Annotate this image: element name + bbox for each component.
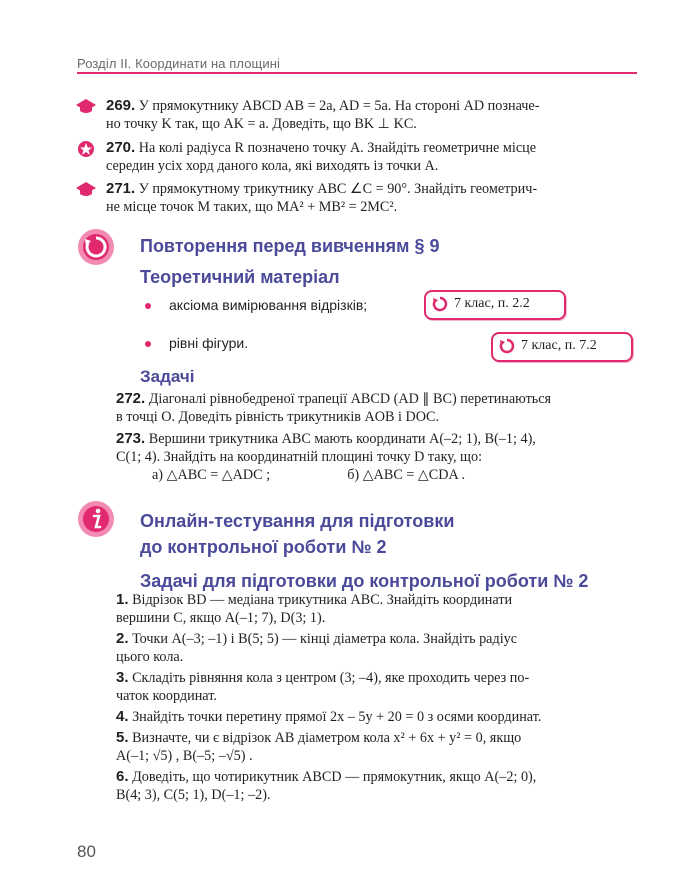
reference-text: 7 клас, п. 7.2	[521, 338, 597, 353]
reference-text: 7 клас, п. 2.2	[454, 296, 530, 311]
task-text: Доведіть, що чотирикутник ABCD — прямокутник, якщо A(–2; 0),	[132, 769, 537, 785]
problem-text: На колі радіуса R позначено точку A. Знайдіть геометричне місце	[138, 140, 537, 156]
page-number: 80	[77, 842, 96, 861]
chapter-header: Розділ ІІ. Координати на площині	[77, 56, 280, 71]
problem-number: 271.	[106, 180, 136, 197]
theory-item: рівні фігури.	[169, 335, 249, 351]
review-title: Повторення перед вивченням § 9	[140, 236, 440, 256]
reference-badge[interactable]	[424, 290, 566, 320]
problem-270	[77, 139, 637, 175]
task-text: Вершини трикутника ABC мають координати A(–2; 1), B(–1; 4),	[148, 431, 536, 447]
task-273	[116, 430, 636, 484]
control-heading: Задачі для підготовки до контрольної роботи № 2	[140, 571, 589, 591]
difficulty-cap-icon	[75, 98, 97, 116]
task-number: 3.	[116, 669, 129, 686]
online-title-line2: до контрольної роботи № 2	[140, 537, 387, 557]
tasks-heading: Задачі	[140, 367, 195, 386]
refresh-icon	[499, 338, 515, 354]
task-text: B(4; 3), C(5; 1), D(–1; –2).	[116, 787, 271, 803]
difficulty-cap-icon	[75, 181, 97, 199]
task-number: 5.	[116, 729, 129, 746]
control-task-1	[116, 591, 638, 627]
repeat-section-icon	[77, 228, 115, 266]
online-title-line1: Онлайн-тестування для підготовки	[140, 511, 455, 531]
task-text: цього кола.	[116, 649, 184, 665]
task-text: Знайдіть точки перетину прямої 2x – 5y + 20 = 0 з осями координат.	[132, 709, 542, 725]
task-number: 4.	[116, 708, 129, 725]
task-text: Визначте, чи є відрізок AB діаметром кола x² + 6x + y² = 0, якщо	[132, 730, 522, 746]
control-task-list	[116, 591, 638, 804]
bullet-dot	[145, 341, 151, 347]
task-text: Діагоналі рівнобедреної трапеції ABCD (AD ∥ BC) перетинаються	[148, 391, 552, 407]
problem-text: У прямокутному трикутнику ABC ∠C = 90°. Знайдіть геометрич-	[138, 181, 538, 197]
control-task-3	[116, 669, 638, 705]
task-number: 6.	[116, 768, 129, 785]
problem-text: не місце точок M таких, що MA² + MB² = 2MC².	[106, 199, 398, 215]
task-text: в точці O. Доведіть рівність трикутників AOB і DOC.	[116, 409, 440, 425]
task-option-b: б) △ABC = △CDA .	[347, 467, 466, 483]
theory-title: Теоретичний матеріал	[140, 267, 340, 287]
info-section-icon	[77, 500, 115, 538]
problem-text: середин усіх хорд даного кола, які виходять із точки A.	[106, 158, 439, 174]
control-task-4	[116, 708, 638, 726]
problem-text: но точку K так, що AK = a. Доведіть, що BK ⊥ KC.	[106, 116, 417, 132]
control-task-5	[116, 729, 638, 765]
task-number: 272.	[116, 390, 146, 407]
task-number: 2.	[116, 630, 129, 647]
task-text: Складіть рівняння кола з центром (3; –4), яке проходить через по-	[132, 670, 530, 686]
control-task-2	[116, 630, 638, 666]
problem-271	[77, 180, 637, 216]
bullet-dot	[145, 303, 151, 309]
control-task-6	[116, 768, 638, 804]
task-text: C(1; 4). Знайдіть на координатній площині точку D таку, що:	[116, 449, 483, 465]
header-rule	[77, 72, 637, 74]
problem-text: У прямокутнику ABCD AB = 2a, AD = 5a. На стороні AD позначе-	[138, 98, 540, 114]
task-text: вершини C, якщо A(–1; 7), D(3; 1).	[116, 610, 326, 626]
reference-badge[interactable]	[491, 332, 633, 362]
problem-number: 270.	[106, 139, 136, 156]
task-text: чаток координат.	[116, 688, 217, 704]
task-text: Відрізок BD — медіана трикутника ABC. Знайдіть координати	[132, 592, 513, 608]
task-272	[116, 390, 636, 426]
difficulty-star-cap-icon	[75, 140, 97, 158]
task-text: A(–1; √5) , B(–5; –√5) .	[116, 748, 253, 764]
task-number: 1.	[116, 591, 129, 608]
task-number: 273.	[116, 430, 146, 447]
theory-item: аксіома вимірювання відрізків;	[169, 297, 368, 313]
problem-269	[77, 97, 637, 133]
problem-number: 269.	[106, 97, 136, 114]
task-option-a: а) △ABC = △ADC ;	[152, 467, 271, 483]
task-text: Точки A(–3; –1) і B(5; 5) — кінці діаметра кола. Знайдіть радіус	[132, 631, 518, 647]
refresh-icon	[432, 296, 448, 312]
